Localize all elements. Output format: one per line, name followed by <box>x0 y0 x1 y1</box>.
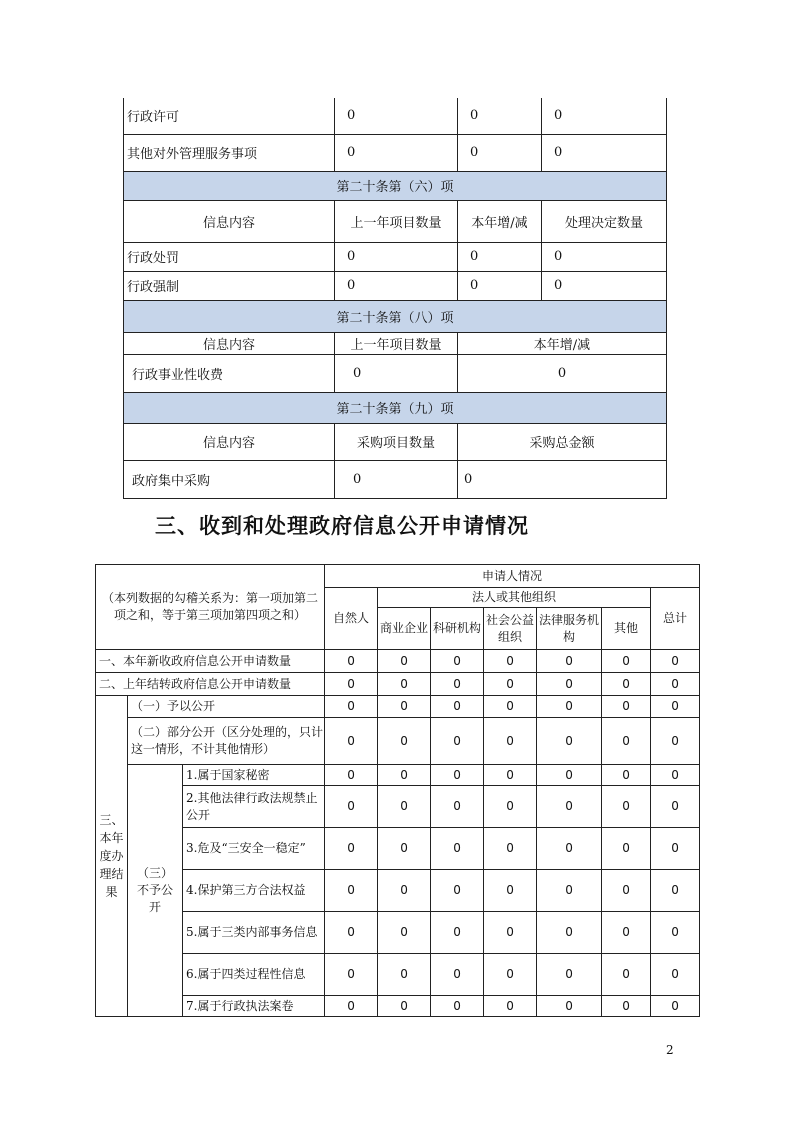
cell-value: 0 <box>484 696 537 718</box>
cell-value: 0 <box>378 954 431 996</box>
application-table <box>95 564 700 1017</box>
cell-value: 0 <box>542 242 667 271</box>
cell-value: 0 <box>537 828 602 870</box>
cell-value: 0 <box>378 786 431 828</box>
column-header: 信息内容 <box>124 332 335 354</box>
cell-value: 0 <box>484 996 537 1017</box>
table-row <box>96 650 700 673</box>
cell-value: 0 <box>537 650 602 673</box>
cell-value: 0 <box>335 460 458 498</box>
cell-value: 0 <box>335 134 458 171</box>
cell-value: 0 <box>431 696 484 718</box>
cell-value: 0 <box>542 271 667 300</box>
cell-value: 0 <box>602 786 651 828</box>
cell-value: 0 <box>378 912 431 954</box>
cell-value: 0 <box>325 996 378 1017</box>
table-row <box>96 996 700 1017</box>
cell-value: 0 <box>325 954 378 996</box>
applicant-header: 申请人情况 <box>325 565 700 588</box>
cell-value: 0 <box>458 460 667 498</box>
cell-value: 0 <box>431 996 484 1017</box>
column-header: 信息内容 <box>124 423 335 460</box>
cell-value: 0 <box>431 786 484 828</box>
cell-value: 0 <box>651 828 700 870</box>
proactive-disclosure-table <box>123 98 667 499</box>
cell-value: 0 <box>484 673 537 696</box>
cell-value: 0 <box>431 718 484 765</box>
cell-value: 0 <box>335 98 458 134</box>
cell-value: 0 <box>484 954 537 996</box>
cell-value: 0 <box>325 718 378 765</box>
cell-value: 0 <box>378 765 431 786</box>
column-header: 本年增/减 <box>458 332 667 354</box>
row-label: 其他对外管理服务事项 <box>124 134 335 171</box>
cell-value: 0 <box>602 718 651 765</box>
cell-value: 0 <box>537 673 602 696</box>
cell-value: 0 <box>335 271 458 300</box>
cell-value: 0 <box>651 954 700 996</box>
row-label: 一、本年新收政府信息公开申请数量 <box>96 650 325 673</box>
row-label: （二）部分公开（区分处理的，只计这一情形，不计其他情形） <box>128 718 325 765</box>
column-header-total: 总计 <box>651 588 700 650</box>
row-label: 二、上年结转政府信息公开申请数量 <box>96 673 325 696</box>
column-header: 信息内容 <box>124 200 335 242</box>
cell-value: 0 <box>602 870 651 912</box>
cell-value: 0 <box>484 912 537 954</box>
cell-value: 0 <box>651 765 700 786</box>
cell-value: 0 <box>484 718 537 765</box>
cell-value: 0 <box>602 996 651 1017</box>
column-header-natural: 自然人 <box>325 588 378 650</box>
legal-header: 法人或其他组织 <box>378 588 651 608</box>
cell-value: 0 <box>542 134 667 171</box>
column-header-row <box>124 423 667 460</box>
cell-value: 0 <box>325 650 378 673</box>
cell-value: 0 <box>431 954 484 996</box>
cell-value: 0 <box>431 650 484 673</box>
row-label: 7.属于行政执法案卷 <box>183 996 325 1017</box>
section-header-row <box>124 300 667 332</box>
table-row <box>124 460 667 498</box>
section-header-row <box>124 392 667 423</box>
cell-value: 0 <box>542 98 667 134</box>
cell-value: 0 <box>602 828 651 870</box>
cell-value: 0 <box>378 996 431 1017</box>
cell-value: 0 <box>537 870 602 912</box>
table-row <box>96 954 700 996</box>
cell-value: 0 <box>537 718 602 765</box>
cell-value: 0 <box>431 870 484 912</box>
section-header: 第二十条第（八）项 <box>124 300 667 332</box>
section-title: 三、收到和处理政府信息公开申请情况 <box>155 514 529 538</box>
row-label: 3.危及“三安全一稳定” <box>183 828 325 870</box>
cell-value: 0 <box>484 828 537 870</box>
table-row <box>124 271 667 300</box>
table-row <box>96 765 700 786</box>
non-disclose-label: （三）不予公开 <box>128 765 183 1017</box>
cell-value: 0 <box>431 912 484 954</box>
row-label: 1.属于国家秘密 <box>183 765 325 786</box>
cell-value: 0 <box>325 828 378 870</box>
section-header: 第二十条第（六）项 <box>124 171 667 200</box>
table-row <box>96 718 700 765</box>
cell-value: 0 <box>335 354 458 392</box>
cell-value: 0 <box>651 912 700 954</box>
section-header: 第二十条第（九）项 <box>124 392 667 423</box>
cell-value: 0 <box>484 650 537 673</box>
cell-value: 0 <box>325 765 378 786</box>
cell-value: 0 <box>602 673 651 696</box>
column-header-row <box>124 332 667 354</box>
cell-value: 0 <box>537 954 602 996</box>
row-label: 行政事业性收费 <box>124 354 335 392</box>
cell-value: 0 <box>431 673 484 696</box>
cell-value: 0 <box>651 696 700 718</box>
cell-value: 0 <box>378 870 431 912</box>
table-row <box>124 242 667 271</box>
table-row <box>96 673 700 696</box>
column-header: 处理决定数量 <box>542 200 667 242</box>
cell-value: 0 <box>651 673 700 696</box>
row-label: 5.属于三类内部事务信息 <box>183 912 325 954</box>
cell-value: 0 <box>602 765 651 786</box>
table-row <box>124 98 667 134</box>
column-header-legal-service: 法律服务机构 <box>537 608 602 650</box>
cell-value: 0 <box>537 765 602 786</box>
column-header-row <box>124 200 667 242</box>
column-header: 上一年项目数量 <box>335 200 458 242</box>
cell-value: 0 <box>458 98 542 134</box>
table-row <box>96 696 700 718</box>
cell-value: 0 <box>378 673 431 696</box>
cell-value: 0 <box>378 650 431 673</box>
cell-value: 0 <box>378 828 431 870</box>
row-label: （一）予以公开 <box>128 696 325 718</box>
cell-value: 0 <box>325 786 378 828</box>
row-label: 政府集中采购 <box>124 460 335 498</box>
column-header: 采购项目数量 <box>335 423 458 460</box>
column-header: 上一年项目数量 <box>335 332 458 354</box>
section-header-row <box>124 171 667 200</box>
cell-value: 0 <box>378 718 431 765</box>
cell-value: 0 <box>431 828 484 870</box>
row-label: 行政强制 <box>124 271 335 300</box>
cell-value: 0 <box>651 650 700 673</box>
cell-value: 0 <box>537 786 602 828</box>
column-header-business: 商业企业 <box>378 608 431 650</box>
cell-value: 0 <box>537 996 602 1017</box>
cell-value: 0 <box>602 650 651 673</box>
row-label: 行政处罚 <box>124 242 335 271</box>
cell-value: 0 <box>602 912 651 954</box>
table-row <box>124 134 667 171</box>
cell-value: 0 <box>325 673 378 696</box>
cell-value: 0 <box>458 354 667 392</box>
cell-value: 0 <box>651 870 700 912</box>
cell-value: 0 <box>484 786 537 828</box>
cell-value: 0 <box>651 996 700 1017</box>
table-row <box>96 786 700 828</box>
column-header-other: 其他 <box>602 608 651 650</box>
group-label: 三、本年度办理结果 <box>96 696 128 1017</box>
cell-value: 0 <box>431 765 484 786</box>
cell-value: 0 <box>458 271 542 300</box>
cell-value: 0 <box>484 870 537 912</box>
cell-value: 0 <box>335 242 458 271</box>
page-number: 2 <box>666 1043 674 1057</box>
cell-value: 0 <box>325 870 378 912</box>
cell-value: 0 <box>325 912 378 954</box>
cell-value: 0 <box>537 696 602 718</box>
column-header: 本年增/减 <box>458 200 542 242</box>
corner-note: （本列数据的勾稽关系为：第一项加第二项之和，等于第三项加第四项之和） <box>96 565 325 650</box>
table-row <box>96 870 700 912</box>
table-row <box>96 912 700 954</box>
cell-value: 0 <box>651 718 700 765</box>
header-row <box>96 565 700 588</box>
row-label: 6.属于四类过程性信息 <box>183 954 325 996</box>
column-header: 采购总金额 <box>458 423 667 460</box>
cell-value: 0 <box>325 696 378 718</box>
cell-value: 0 <box>458 134 542 171</box>
cell-value: 0 <box>602 696 651 718</box>
table-row <box>124 354 667 392</box>
column-header-social: 社会公益组织 <box>484 608 537 650</box>
cell-value: 0 <box>484 765 537 786</box>
row-label: 行政许可 <box>124 98 335 134</box>
cell-value: 0 <box>537 912 602 954</box>
row-label: 4.保护第三方合法权益 <box>183 870 325 912</box>
cell-value: 0 <box>378 696 431 718</box>
cell-value: 0 <box>458 242 542 271</box>
cell-value: 0 <box>602 954 651 996</box>
row-label: 2.其他法律行政法规禁止公开 <box>183 786 325 828</box>
cell-value: 0 <box>651 786 700 828</box>
column-header-research: 科研机构 <box>431 608 484 650</box>
table-row <box>96 828 700 870</box>
